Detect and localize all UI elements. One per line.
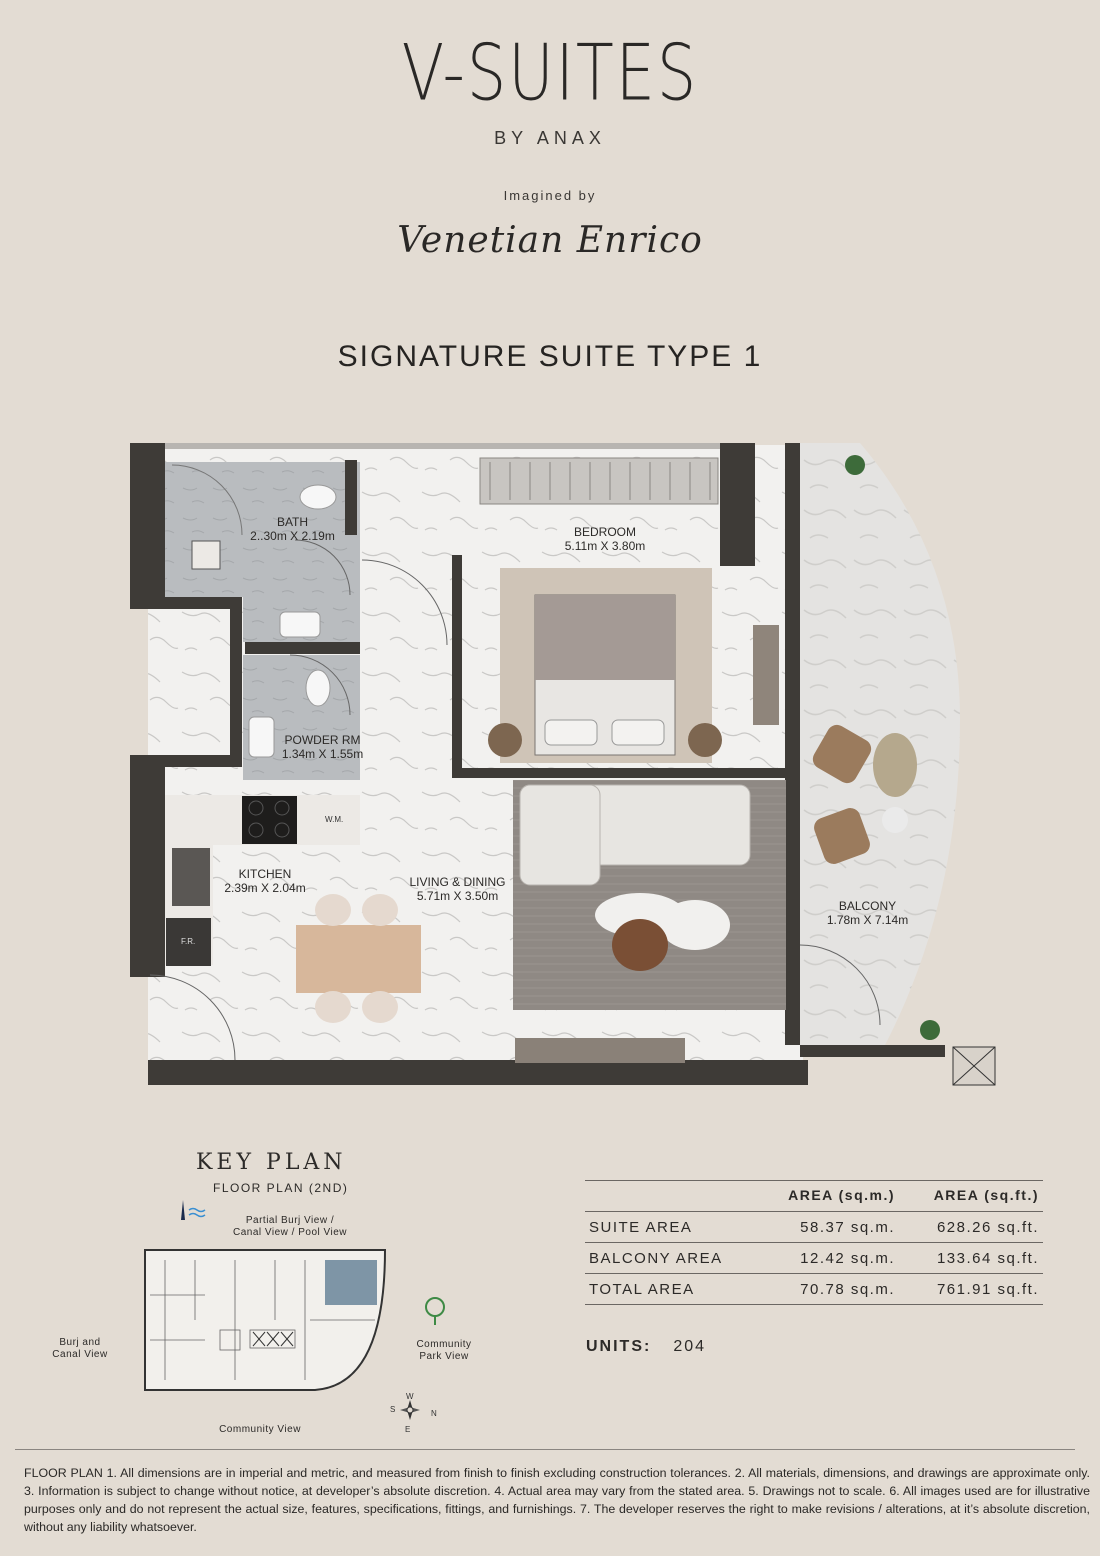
view-label-right bbox=[404, 1339, 484, 1363]
kitchen-name: KITCHEN bbox=[238, 867, 292, 881]
bath-name: BATH bbox=[276, 515, 309, 529]
bath-label bbox=[240, 515, 345, 543]
row-sqm: 12.42 sq.m. bbox=[753, 1243, 899, 1274]
view-top-line-1: Partial Burj View / bbox=[245, 1215, 335, 1226]
row-sqft: 761.91 sq.ft. bbox=[899, 1274, 1043, 1305]
bedroom-label bbox=[545, 525, 665, 553]
row-sqm: 58.37 sq.m. bbox=[753, 1212, 899, 1243]
key-plan-subtitle: FLOOR PLAN (2ND) bbox=[213, 1181, 349, 1195]
row-sqft: 133.64 sq.ft. bbox=[899, 1243, 1043, 1274]
view-label-top bbox=[215, 1215, 365, 1239]
table-row bbox=[585, 1243, 1043, 1274]
view-right-line-2: Park View bbox=[419, 1351, 469, 1362]
compass-icon bbox=[400, 1400, 420, 1420]
area-table bbox=[585, 1180, 1043, 1305]
compass-s: S bbox=[390, 1405, 396, 1414]
kitchen-dims: 2.39m X 2.04m bbox=[224, 881, 306, 895]
disclaimer-text: FLOOR PLAN 1. All dimensions are in imperial and metric, and measured from finish to finish excluding construction tolerances. 2. All materials, dimensions, and drawings are approximate only. 3. Information is subject to change without notice, at developer’s absolute discretion. 4. Actual area may vary from the stated area. 5. Drawings not to scale. 6. All images used are for illustrative purposes only and do not represent the actual size, features, specifications, fittings, and furnishings. 7. The developer reserves the right to make revisions / alterations, at it’s absolute discretion, without any liability whatsoever. bbox=[24, 1466, 1090, 1534]
bedroom-dims: 5.11m X 3.80m bbox=[564, 539, 646, 553]
view-label-left bbox=[40, 1337, 120, 1361]
row-sqft: 628.26 sq.ft. bbox=[899, 1212, 1043, 1243]
powder-room-dims: 1.34m X 1.55m bbox=[281, 747, 364, 761]
area-header-sqft: AREA (sq.ft.) bbox=[899, 1181, 1043, 1212]
row-sqm: 70.78 sq.m. bbox=[753, 1274, 899, 1305]
kitchen-label bbox=[210, 867, 320, 895]
compass-w: W bbox=[406, 1392, 414, 1401]
area-table-header bbox=[585, 1181, 1043, 1212]
living-dining-label bbox=[395, 875, 520, 903]
brand-logo: V-SUITES bbox=[401, 26, 699, 119]
area-header-sqm: AREA (sq.m.) bbox=[753, 1181, 899, 1212]
fridge-label: F.R. bbox=[181, 937, 196, 946]
row-label: SUITE AREA bbox=[585, 1212, 753, 1243]
bedroom-name: BEDROOM bbox=[573, 525, 636, 539]
balcony-name: BALCONY bbox=[838, 899, 897, 913]
tree-icon bbox=[426, 1298, 444, 1325]
living-dining-dims: 5.71m X 3.50m bbox=[416, 889, 499, 903]
imagined-by-label: Imagined by bbox=[503, 188, 597, 203]
table-row bbox=[585, 1212, 1043, 1243]
key-plan-title: KEY PLAN bbox=[196, 1150, 347, 1175]
view-left-line-2: Canal View bbox=[52, 1349, 108, 1360]
units-value: 204 bbox=[673, 1338, 707, 1355]
designer-signature: Venetian Enrico bbox=[397, 220, 703, 261]
view-label-bottom: Community View bbox=[219, 1424, 301, 1435]
units-info bbox=[586, 1338, 706, 1356]
row-label: BALCONY AREA bbox=[585, 1243, 753, 1274]
area-header-blank bbox=[585, 1181, 753, 1212]
compass-n: N bbox=[431, 1409, 437, 1418]
brand-tagline: BY ANAX bbox=[494, 128, 606, 148]
view-right-line-1: Community bbox=[416, 1339, 472, 1350]
divider bbox=[15, 1449, 1075, 1450]
powder-room-label bbox=[275, 733, 370, 761]
balcony-dims: 1.78m X 7.14m bbox=[826, 913, 909, 927]
washing-machine-label: W.M. bbox=[325, 815, 344, 824]
powder-room-name: POWDER RM bbox=[284, 733, 361, 747]
view-left-line-1: Burj and bbox=[59, 1337, 101, 1348]
suite-highlight bbox=[325, 1260, 377, 1305]
units-label: UNITS: bbox=[586, 1338, 652, 1355]
burj-icon-top bbox=[181, 1200, 185, 1220]
suite-title: SIGNATURE SUITE TYPE 1 bbox=[337, 340, 763, 373]
row-label: TOTAL AREA bbox=[585, 1274, 753, 1305]
table-row bbox=[585, 1274, 1043, 1305]
bath-dims: 2..30m X 2.19m bbox=[250, 529, 335, 543]
view-top-line-2: Canal View / Pool View bbox=[232, 1227, 348, 1238]
balcony-label bbox=[815, 899, 920, 927]
living-dining-name: LIVING & DINING bbox=[409, 875, 506, 889]
compass-e: E bbox=[405, 1425, 411, 1434]
